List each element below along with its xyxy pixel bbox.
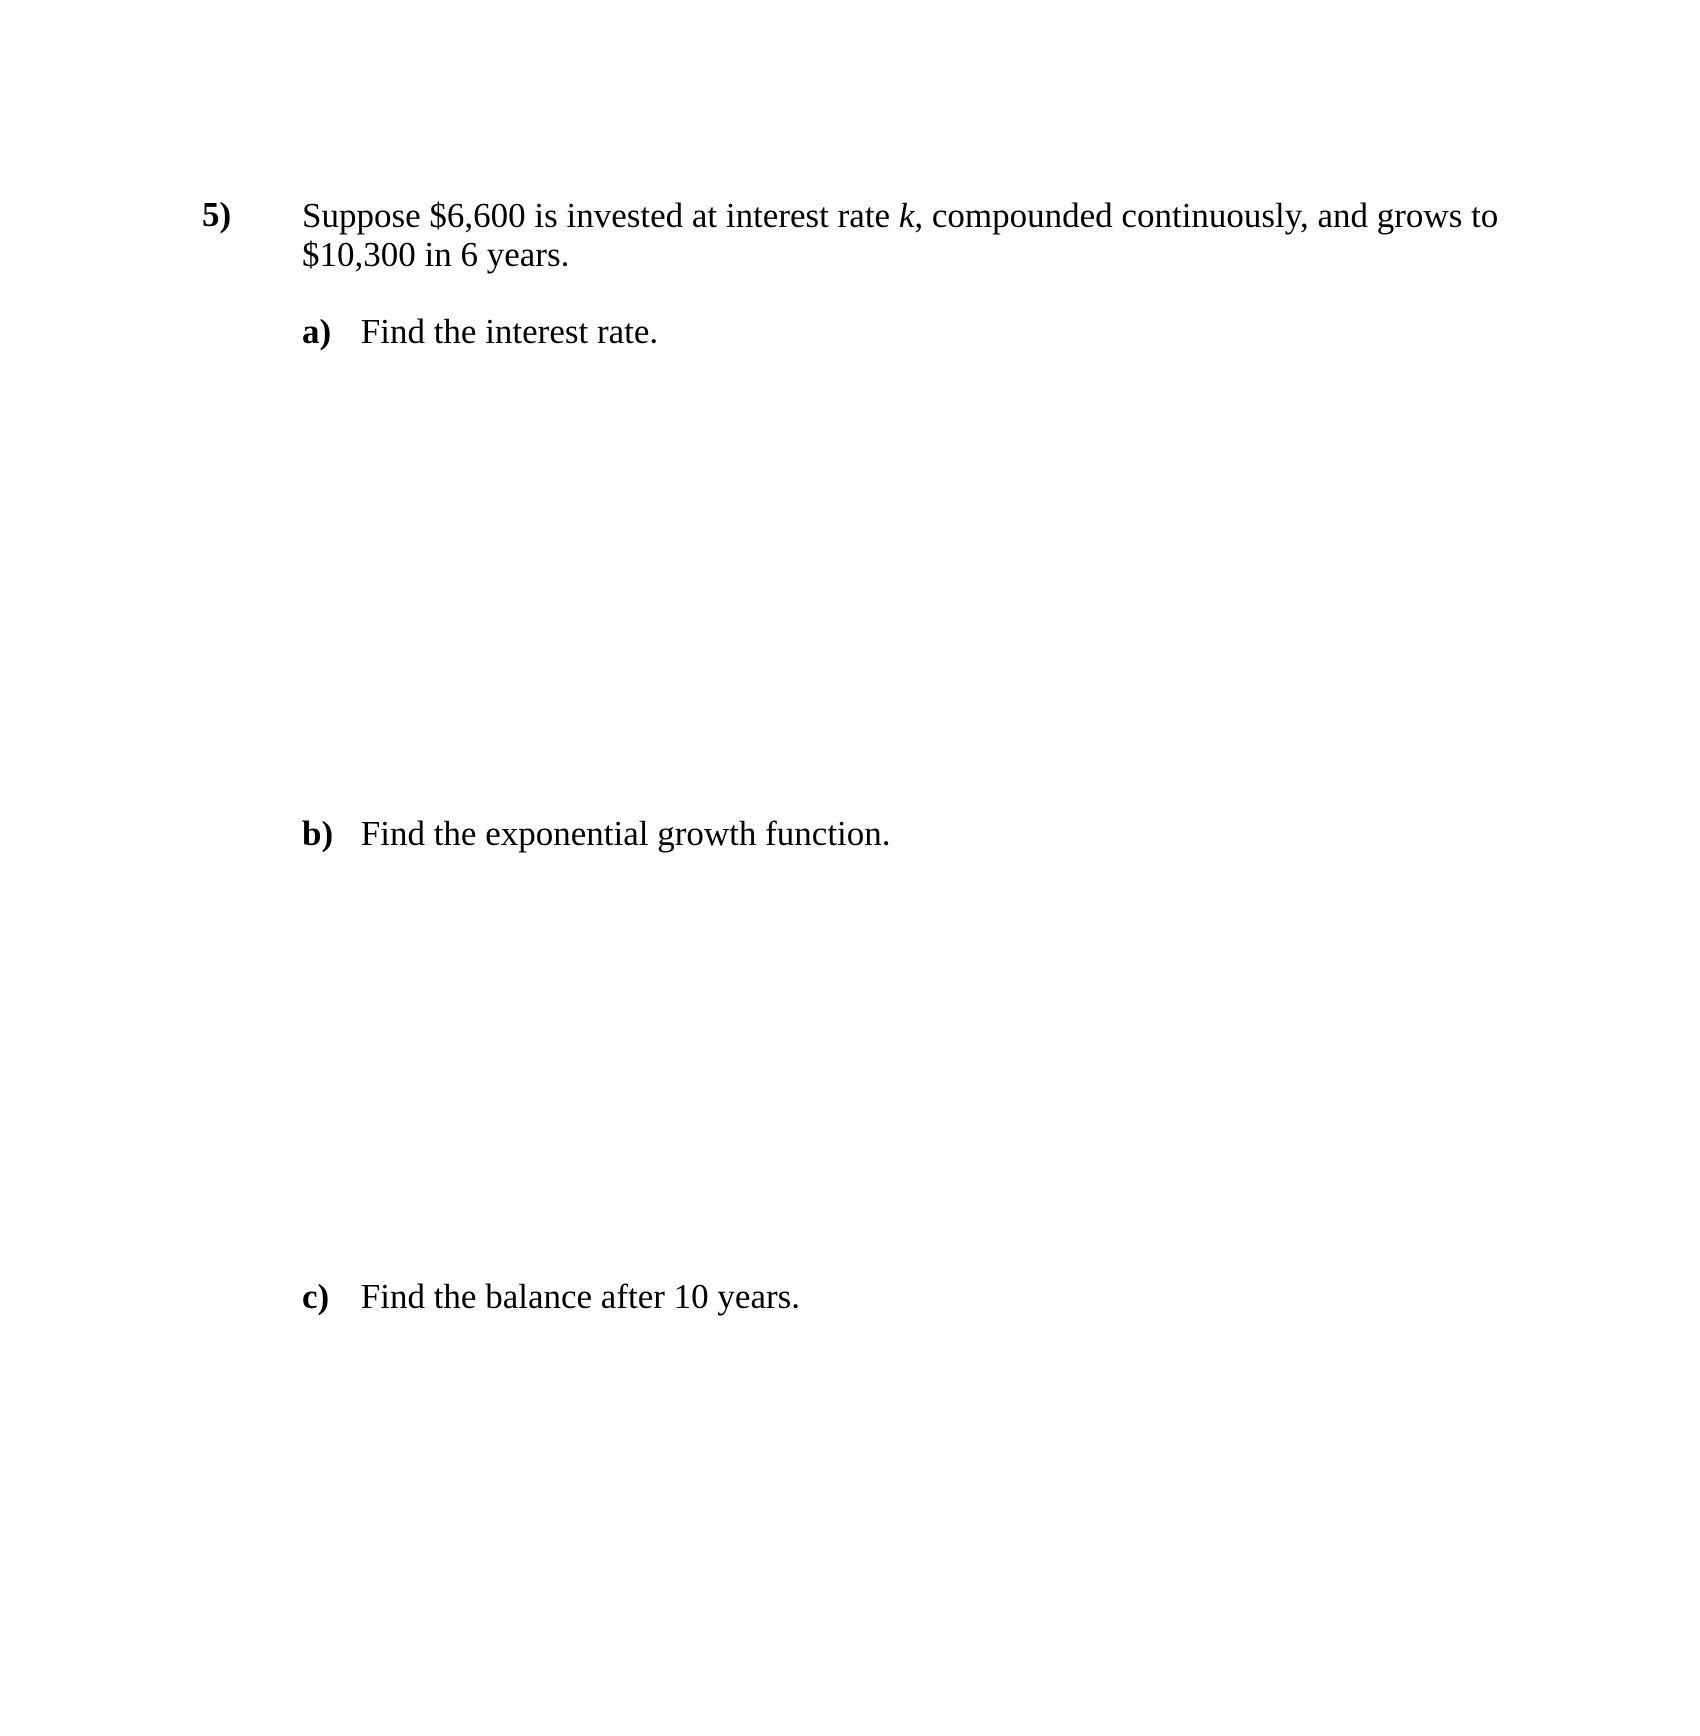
part-a-label: a) <box>302 312 332 351</box>
problem-number: 5) <box>202 195 232 234</box>
statement-line-1 <box>302 196 1562 235</box>
statement-line-2: $10,300 in 6 years. <box>302 235 570 274</box>
problem-statement <box>302 196 1562 274</box>
part-b-text: Find the exponential growth function. <box>360 814 891 853</box>
statement-line-1-end: , compounded continuously, and grows to <box>914 196 1499 235</box>
part-c-label: c) <box>302 1277 330 1316</box>
part-a-text: Find the interest rate. <box>360 312 659 351</box>
rate-variable: k <box>898 196 915 235</box>
part-a <box>302 313 658 352</box>
statement-line-1-start: Suppose $6,600 is invested at interest rate <box>302 196 899 235</box>
part-c-text: Find the balance after 10 years. <box>360 1277 801 1316</box>
part-b-label: b) <box>302 814 334 853</box>
part-b <box>302 815 891 854</box>
part-c <box>302 1278 800 1317</box>
